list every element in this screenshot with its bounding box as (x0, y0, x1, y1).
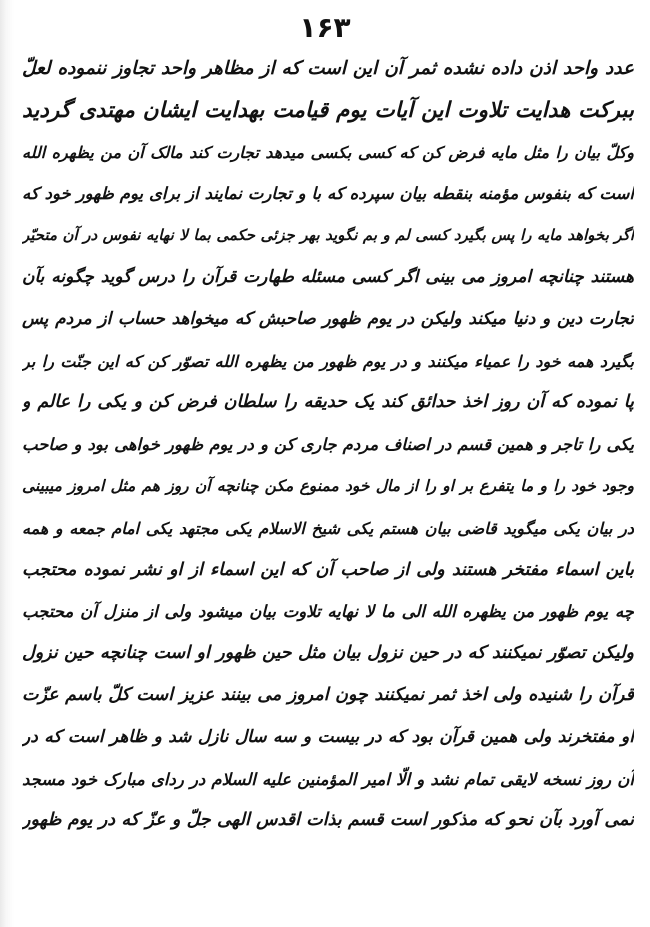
text-line: وجود خود را و ما یتفرع بر او را از مال خود ممنوع مکن چنانچه آن روز هم مثل امروز میبینی (22, 476, 634, 495)
text-line: او مفتخرند ولی همین قرآن بود که در بیست و سه سال نازل شد و ظاهر است که در (22, 726, 634, 747)
text-line: باین اسماء مفتخر هستند ولی از صاحب آن که این اسماء از او نشر نموده محتجب (22, 559, 634, 580)
text-line: ولیکن تصوّر نمیکنند که در حین نزول بیان مثل حین ظهور او است چنانچه حین نزول (22, 643, 634, 664)
text-line: نمی آورد بآن نحو که مذکور است قسم بذات اقدس الهی جلّ و عزّ که در یوم ظهور (22, 810, 634, 831)
manuscript-text-block (22, 48, 634, 842)
text-line: آن روز نسخه لایقی تمام نشد و الّا امیر المؤمنین علیه السلام در ردای مبارک خود مسجد (22, 769, 634, 789)
text-line: پا نموده که آن روز اخذ حدائق کند یک حدیقه را سلطان فرض کن و یکی را عالم و (22, 392, 634, 413)
text-line: قرآن را شنیده ولی اخذ ثمر نمیکنند چون امروز می بینند عزیز است کلّ باسم عزّت (22, 684, 634, 705)
text-line: عدد واحد اذن داده نشده ثمر آن این است که از مظاهر واحد تجاوز ننموده لعلّ (22, 58, 634, 79)
text-line: ببرکت هدایت تلاوت این آیات یوم قیامت بهدایت ایشان مهتدی گردید (22, 97, 634, 123)
text-line: در بیان یکی میگوید قاضی بیان هستم یکی شیخ الاسلام یکی مجتهد یکی امام جمعه و همه (22, 518, 634, 538)
text-line: تجارت دین و دنیا میکند ولیکن در یوم ظهور صاحبش که میخواهد حساب از مردم پس (22, 308, 634, 329)
text-line: هستند چنانچه امروز می بینی اگر کسی مسئله طهارت قرآن را درس گوید چگونه بآن (22, 266, 634, 287)
page-number: ۱۶۳ (299, 11, 351, 44)
text-line: اگر بخواهد مایه را پس بگیرد کسی لم و بم نگوید بهر جزئی حکمی بما لا نهایه نفوس در آن متحیّر (22, 226, 634, 245)
text-line: چه یوم ظهور من یظهره الله الی ما لا نهایه تلاوت بیان میشود ولی از منزل آن محتجب (22, 602, 634, 622)
text-line: وکلّ بیان را مثل مایه فرض کن که کسی بکسی میدهد تجارت کند مالک آن من یظهره الله (22, 142, 634, 162)
text-line: است که بنفوس مؤمنه بنقطه بیان سپرده که با و تجارت نمایند از برای یوم ظهور خود که (22, 184, 634, 204)
text-line: یکی را تاجر و همین قسم در اصناف مردم جاری کن و در یوم ظهور خواهی بود و صاحب (22, 435, 634, 455)
text-line: بگیرد همه خود را عمیاء میکنند و در یوم ظهور من یظهره الله تصوّر کن که این جنّت را بر (22, 351, 634, 371)
